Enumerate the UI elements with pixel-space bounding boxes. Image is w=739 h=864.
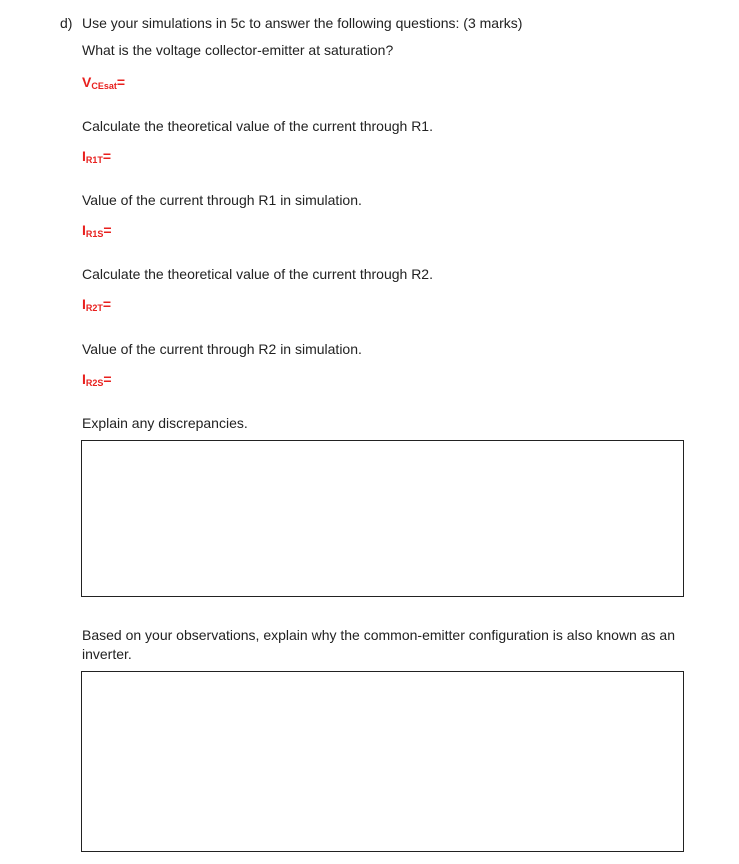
question-inverter: Based on your observations, explain why the common-emitter configuration is also known as an inverter. — [82, 627, 675, 662]
answer-box-discrepancies[interactable] — [81, 440, 684, 597]
question-ir2t: Calculate the theoretical value of the current through R2. — [82, 266, 433, 282]
section-intro: Use your simulations in 5c to answer the following questions: (3 marks) — [82, 15, 523, 31]
question-ir2s: Value of the current through R2 in simulation. — [82, 341, 362, 357]
question-discrepancies: Explain any discrepancies. — [82, 415, 248, 431]
question-ir1t: Calculate the theoretical value of the current through R1. — [82, 118, 433, 134]
answer-label-ir2s: $I_{R2S}=$ — [82, 371, 112, 388]
answer-label-ir1t: $I_{R1T}=$ — [82, 148, 112, 165]
section-label: d) — [60, 15, 73, 31]
question-vcesat: What is the voltage collector-emitter at saturation? — [82, 42, 394, 58]
answer-label-ir2t: $I_{R2T}=$ — [82, 296, 112, 313]
answer-box-inverter[interactable] — [81, 671, 684, 852]
question-ir1s: Value of the current through R1 in simulation. — [82, 192, 362, 208]
answer-label-ir1s: $I_{R1S}=$ — [82, 222, 112, 239]
answer-label-vcesat: $V_{CEsat}=$ — [82, 74, 126, 91]
